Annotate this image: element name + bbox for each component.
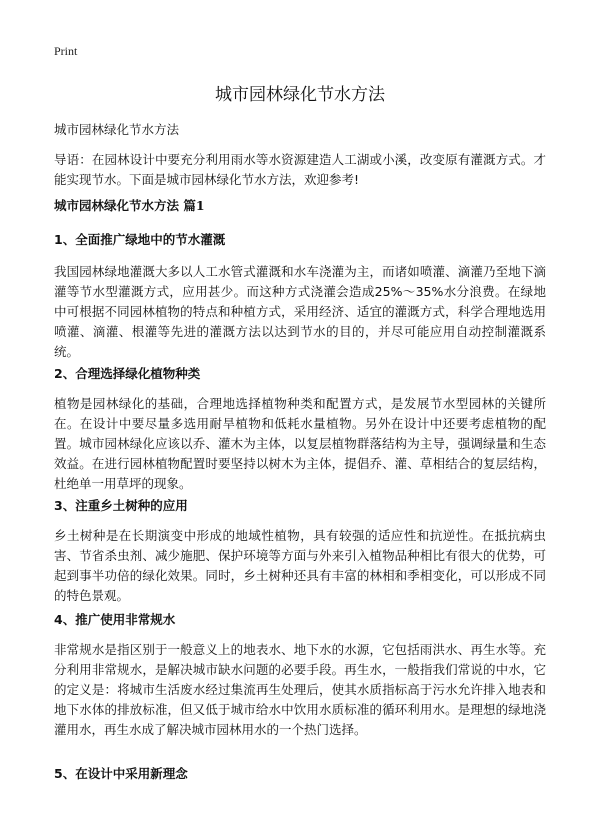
section-heading-3: 3、注重乡土树种的应用 xyxy=(54,498,188,513)
print-label: Print xyxy=(54,44,78,58)
section-body-1: 我国园林绿地灌溉大多以人工水管式灌溉和水车浇灌为主，而诸如喷灌、滴灌乃至地下滴灌等节水型灌溉方式，应用甚少。而这种方式浇灌会造成25%～35%水分浪费。在绿地中可根据不同园林植物的特点和种植方式，采用经济、适宜的灌溉方式，科学合理地选用喷灌、滴灌、根灌等先进的灌溉方法以达到节水的目的，并尽可能应用自动控制灌溉系统。 xyxy=(54,264,546,359)
section-body-2: 植物是园林绿化的基础，合理地选择植物种类和配置方式，是发展节水型园林的关键所在。在设计中要尽量多选用耐旱植物和低耗水量植物。另外在设计中还要考虑植物的配置。城市园林绿化应该以乔、灌木为主体，以复层植物群落结构为主导，强调绿量和生态效益。在进行园林植物配置时要坚持以树木为主体，提倡乔、灌、草相结合的复层结构，杜绝单一用草坪的现象。 xyxy=(54,396,546,491)
section-heading-4: 4、推广使用非常规水 xyxy=(54,612,176,627)
section-heading-1: 1、全面推广绿地中的节水灌溉 xyxy=(54,232,226,247)
section-heading-2: 2、合理选择绿化植物种类 xyxy=(54,366,201,381)
section-body-4: 非常规水是指区别于一般意义上的地表水、地下水的水源，它包括雨洪水、再生水等。充分利用非常规水，是解决城市缺水问题的必要手段。再生水，一般指我们常说的中水，它的定义是：将城市生活废水经过集流再生处理后，使其水质指标高于污水允许排入地表和地下水体的排放标准，但又低于城市给水中饮用水质标准的循环利用水。是理想的绿地浇灌用水，再生水成了解决城市园林用水的一个热门选择。 xyxy=(54,642,546,737)
document-subtitle: 城市园林绿化节水方法 xyxy=(54,122,180,137)
intro-paragraph: 导语：在园林设计中要充分利用雨水等水资源建造人工湖或小溪，改变原有灌溉方式。才能实现节水。下面是城市园林绿化节水方法，欢迎参考! xyxy=(54,152,546,187)
section-heading-5: 5、在设计中采用新理念 xyxy=(54,766,188,781)
section-body-3: 乡土树种是在长期演变中形成的地域性植物，具有较强的适应性和抗逆性。在抵抗病虫害、节省杀虫剂、减少施肥、保护环境等方面与外来引入植物品种相比有很大的优势，可起到事半功倍的绿化效果。同时，乡土树种还具有丰富的林相和季相变化，可以形成不同的特色景观。 xyxy=(54,528,546,603)
document-title: 城市园林绿化节水方法 xyxy=(215,85,385,105)
section-title: 城市园林绿化节水方法 篇1 xyxy=(54,198,205,213)
